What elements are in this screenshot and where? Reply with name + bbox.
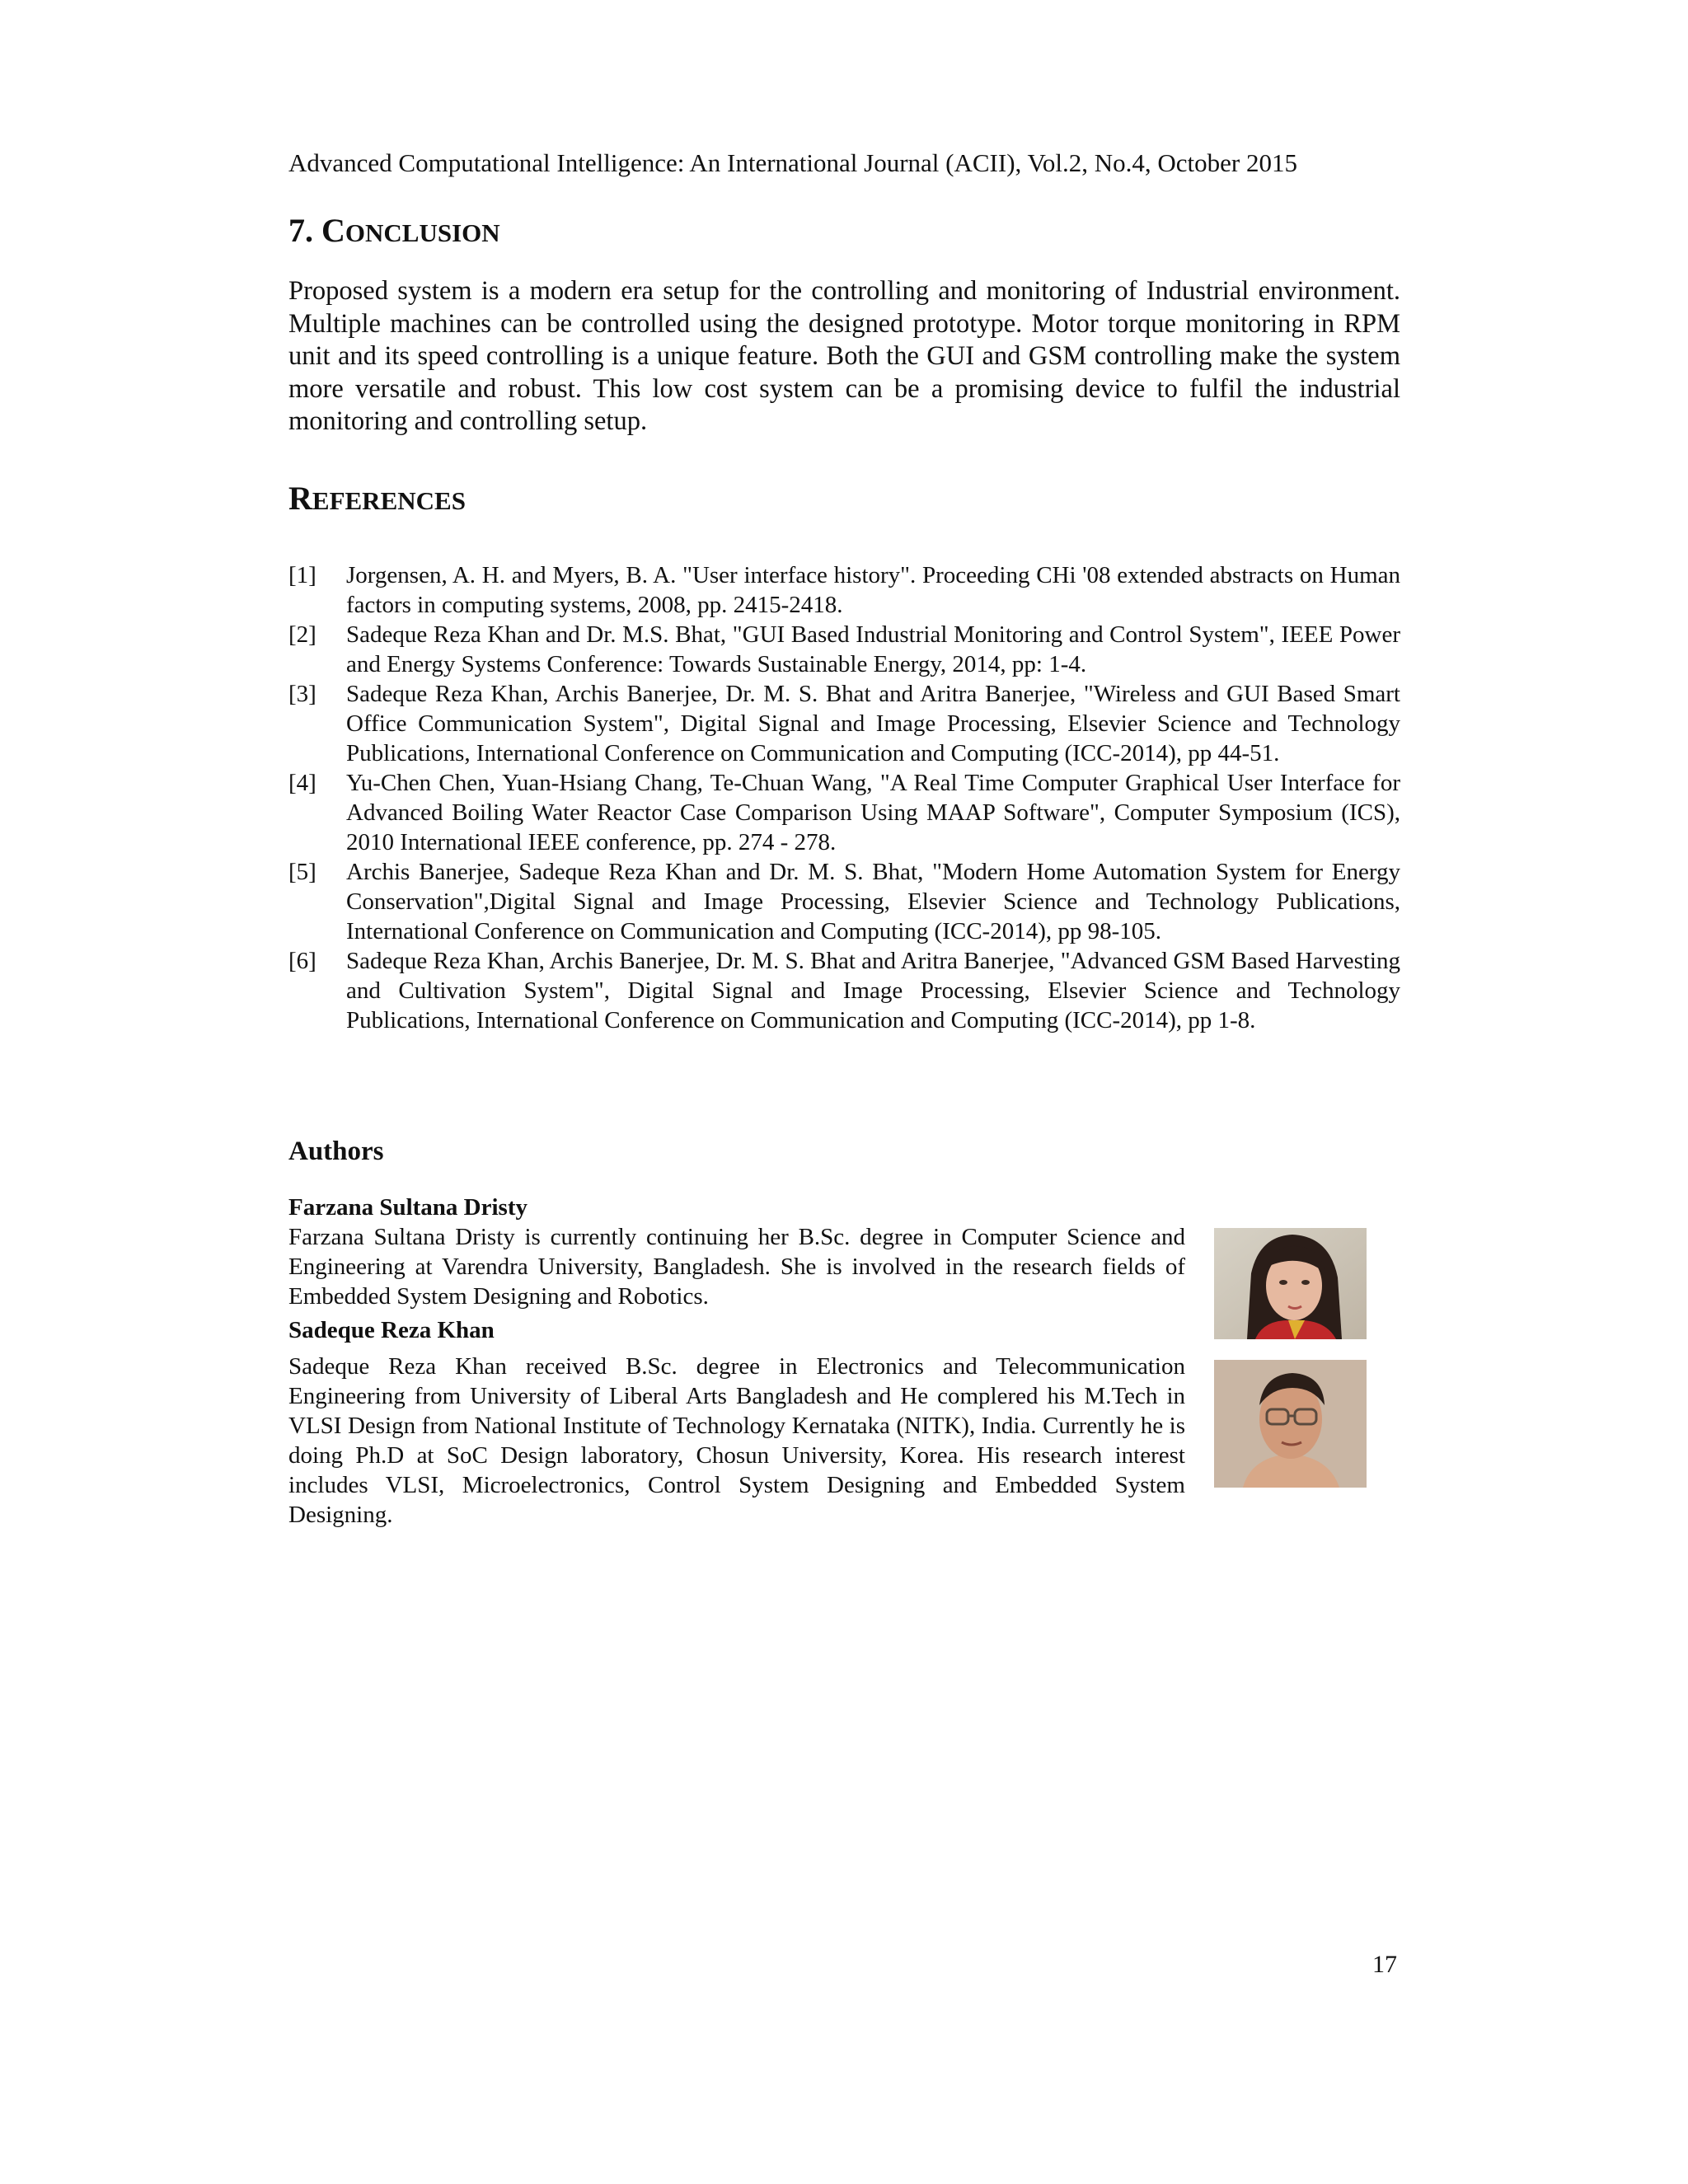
reference-number: [5] xyxy=(288,859,316,885)
author-photo-image xyxy=(1214,1228,1367,1339)
conclusion-heading xyxy=(288,210,500,254)
conclusion-heading-rest: ONCLUSION xyxy=(345,218,500,247)
references-heading-rest: EFERENCES xyxy=(312,486,466,515)
author-bio: Farzana Sultana Dristy is currently continuing her B.Sc. degree in Computer Science and Engineering at Varendra University, Bangladesh. She is involved in the research fields of Embedded System Designing and Robotics. xyxy=(288,1224,1185,1310)
reference-text: Archis Banerjee, Sadeque Reza Khan and Dr. M. S. Bhat, "Modern Home Automation System for Energy Conservation",Digital Signal and Image Processing, Elsevier Science and Technology Publications, International Conference on Communication and Computing (ICC-2014), pp 98-105. xyxy=(346,859,1400,944)
reference-text: Sadeque Reza Khan, Archis Banerjee, Dr. M. S. Bhat and Aritra Banerjee, "Wireless and GUI Based Smart Office Communication System", Digital Signal and Image Processing, Elsevier Science and Technology Publications, International Conference on Communication and Computing (ICC-2014), pp 44-51. xyxy=(346,681,1400,766)
references-heading-first: R xyxy=(288,480,312,517)
author-name: Sadeque Reza Khan xyxy=(288,1317,495,1343)
reference-number: [6] xyxy=(288,948,316,974)
reference-text: Yu-Chen Chen, Yuan-Hsiang Chang, Te-Chuan Wang, "A Real Time Computer Graphical User Interface for Advanced Boiling Water Reactor Case Comparison Using MAAP Software", Computer Symposium (ICS), 2010 International IEEE conference, pp. 274 - 278. xyxy=(346,770,1400,855)
author-bio: Sadeque Reza Khan received B.Sc. degree in Electronics and Telecommunication Engineering from University of Liberal Arts Bangladesh and He complered his M.Tech in VLSI Design from National Institute of Technology Kernataka (NITK), India. Currently he is doing Ph.D at SoC Design laboratory, Chosun University, Korea. His research interest includes VLSI, Microelectronics, Control System Designing and Embedded System Designing. xyxy=(288,1353,1185,1528)
author-photo xyxy=(1214,1360,1367,1488)
reference-text: Sadeque Reza Khan and Dr. M.S. Bhat, "GUI Based Industrial Monitoring and Control System", IEEE Power and Energy Systems Conference: Towards Sustainable Energy, 2014, pp: 1-4. xyxy=(346,621,1400,677)
reference-number: [2] xyxy=(288,621,316,648)
reference-text: Sadeque Reza Khan, Archis Banerjee, Dr. M. S. Bhat and Aritra Banerjee, "Advanced GSM Based Harvesting and Cultivation System", Digital Signal and Image Processing, Elsevier Science and Technology Publications, International Conference on Communication and Computing (ICC-2014), pp 1-8. xyxy=(346,948,1400,1033)
author-name: Farzana Sultana Dristy xyxy=(288,1194,528,1221)
reference-item xyxy=(288,946,1400,1035)
page-number: 17 xyxy=(1372,1951,1397,1978)
reference-text: Jorgensen, A. H. and Myers, B. A. "User interface history". Proceeding CHi '08 extended abstracts on Human factors in computing systems, 2008, pp. 2415-2418. xyxy=(346,562,1400,618)
reference-item xyxy=(288,857,1400,946)
reference-item xyxy=(288,620,1400,679)
author-photo-image xyxy=(1214,1360,1367,1488)
reference-number: [1] xyxy=(288,562,316,588)
authors-heading: Authors xyxy=(288,1137,384,1166)
conclusion-heading-num: 7. C xyxy=(288,212,345,249)
conclusion-paragraph: Proposed system is a modern era setup for the controlling and monitoring of Industrial environment. Multiple machines can be controlled using the designed prototype. Motor torque monitoring in RPM unit and its speed controlling is a unique feature. Both the GUI and GSM controlling make the system more versatile and robust. This low cost system can be a promising device to fulfil the industrial monitoring and controlling setup. xyxy=(288,276,1400,436)
reference-item xyxy=(288,768,1400,857)
running-header: Advanced Computational Intelligence: An International Journal (ACII), Vol.2, No.4, October 2015 xyxy=(288,148,1297,177)
reference-list xyxy=(288,560,1400,1035)
reference-item xyxy=(288,679,1400,768)
reference-item xyxy=(288,560,1400,620)
reference-number: [4] xyxy=(288,770,316,796)
references-heading xyxy=(288,478,466,522)
reference-number: [3] xyxy=(288,681,316,707)
author-photo xyxy=(1214,1228,1367,1339)
